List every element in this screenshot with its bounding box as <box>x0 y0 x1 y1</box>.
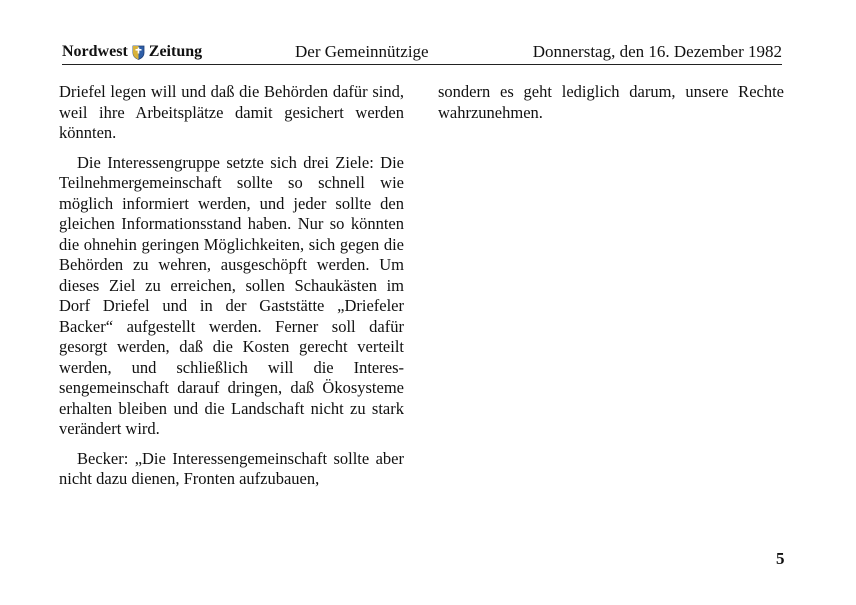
paragraph: Driefel legen will und daß die Behörden dafür sind, weil ihre Arbeitsplätze damit gesichert werden könnten. <box>59 82 404 142</box>
section-title: Der Gemeinnützige <box>295 42 429 61</box>
right-column <box>438 82 784 132</box>
brand-name-part1: Nordwest <box>62 43 128 60</box>
issue-date: Donnerstag, den 16. Dezember 1982 <box>532 42 782 61</box>
left-column <box>59 82 404 499</box>
page-number: 5 <box>776 549 785 568</box>
page-header <box>62 42 782 65</box>
newspaper-brand <box>62 42 202 62</box>
paragraph: Die Interessengruppe setzte sich drei Ziele: Die Teilnehmergemeinschaft sollte so schnell wie möglich informiert werden, und jeder sollte den gleichen Informationsstand haben. Nur so könnten die ohnehin geringen Möglichkeiten, sich gegen die Behörden zu wehren, ausgeschöpft werden. Um dieses Ziel zu erreichen, sollen Schaukästen im Dorf Driefel und in der Gaststätte „Driefeler Backer“ aufgestellt werden. Ferner soll dafür gesorgt werden, daß die Kosten gerecht verteilt werden, und schließlich will die Interessengemeinschaft darauf dringen, daß Ökosysteme erhalten bleiben und die Landschaft nicht zu stark verändert wird. <box>59 152 404 438</box>
paragraph: sondern es geht lediglich darum, unsere Rechte wahrzunehmen. <box>438 82 784 122</box>
paragraph: Becker: „Die Interessengemeinschaft sollte aber nicht dazu dienen, Fronten aufzubauen, <box>59 448 404 488</box>
crest-logo-icon <box>132 45 145 60</box>
brand-name-part2: Zeitung <box>148 43 203 60</box>
